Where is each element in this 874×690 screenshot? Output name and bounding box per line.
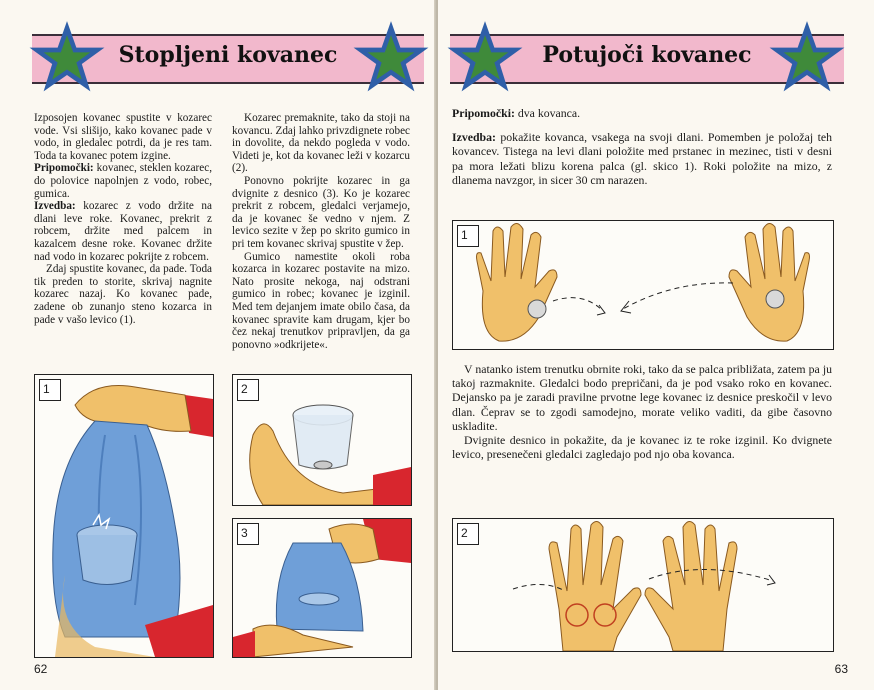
right-intro-text [452, 106, 832, 187]
materials-paragraph: Pripomočki: kovanec, steklen kozarec, do polovice napolnjen z vodo, robec, gumica. [34, 162, 212, 200]
right-method-text [452, 362, 832, 461]
panel-number-badge: 1 [457, 225, 479, 247]
star-icon [352, 18, 430, 96]
illustration-panel-1 [452, 220, 834, 350]
hand-glass-coin-illustration [233, 375, 411, 505]
page-number: 62 [34, 662, 48, 676]
illustration-panel-2 [232, 374, 412, 506]
star-icon [768, 18, 846, 96]
paragraph: Gumico namestite okoli roba kozarca in kozarec postavite na mizo. Nato prosite nekoga, naj odstrani gumico in robec; kovanec je izginil. Med tem dejanjem imate obilo časa, da kovanec spravite kam drugam, kjer bo čez nekaj trenutkov pripravljen, da ga ponovno »odkrijete«. [232, 250, 410, 351]
right-page-title: Potujoči kovanec [542, 42, 752, 68]
method-paragraph-2: Zdaj spustite kovanec, da pade. Toda tik preden to storite, skrivaj nagnite kozarec nazaj. Ko kovanec pade, zadene ob zunanjo steno kozarca in pade v vašo levico (1). [34, 263, 212, 326]
left-column-1 [34, 112, 212, 326]
paragraph: V natanko istem trenutku obrnite roki, tako da se palca približata, zatem pa ju takoj razmaknite. Gledalci bodo prepričani, da je pod vsako roko en kovanec. Dejansko pa je zaradi pravilne prvotne lege kovanec iz desnice preskočil v levo dlan. Čeprav se to zgodi samodejno, morate veliko vaditi, da gibe časovno uskladite. [452, 362, 832, 433]
page-number: 63 [834, 662, 848, 676]
star-icon [28, 18, 106, 96]
method-paragraph: Izvedba: kozarec z vodo držite na dlani leve roke. Kovanec, prekrit z robcem, držite med palcem in kazalcem desne roke. Kovanec držite nad vodo in kozarec pokrijte z robcem. [34, 200, 212, 263]
materials-paragraph: Pripomočki: dva kovanca. [452, 106, 581, 120]
paragraph: Dvignite desnico in pokažite, da je kovanec iz te roke izginil. Ko dvignete levico, presenečeni gledalci zagledajo pod njo oba kovanca. [452, 433, 832, 462]
intro-paragraph: Izposojen kovanec spustite v kozarec vode. Vsi slišijo, kako kovanec pade v vodo, in gledalec potrdi, da je res tam. Toda ta kovanec potem izgine. [34, 112, 212, 162]
illustration-panel-1 [34, 374, 214, 658]
paragraph: Kozarec premaknite, tako da stoji na kovancu. Zdaj lahko privzdignete robec in dovolite, da nekdo pogleda v vodo. Videti je, kot da kovanec leži v kozarcu (2). [232, 112, 411, 175]
illustration-panel-2 [452, 518, 834, 652]
paragraph: Ponovno pokrijte kozarec in ga dvignite z desnico (3). Ko je kozarec prekrit z robcem, gledalci verjamejo, da je kovanec še vedno v njem. Z levico sezite v žep po skrito gumico in pri tem kovanec skrivaj spustite v žep. [232, 174, 410, 250]
star-icon [446, 18, 524, 96]
panel-number-badge: 1 [39, 379, 61, 401]
left-page [0, 0, 436, 690]
panel-number-badge: 3 [237, 523, 259, 545]
hand-lifting-covered-glass-illustration [233, 519, 411, 657]
method-paragraph: Izvedba: pokažite kovanca, vsakega na svoji dlani. Pomemben je položaj teh kovancev. Tistega na levi dlani položite med prstanec in mezinec, tisti v desni pa mora ležati blizu korena palca (gl. skico 1). Roki položite na mizo, z dlanema navzgor, in sicer 30 cm narazen. [452, 130, 832, 187]
right-page [438, 0, 874, 690]
two-hands-face-down-illustration [453, 519, 833, 651]
panel-number-badge: 2 [457, 523, 479, 545]
hand-cloth-glass-illustration [35, 375, 213, 657]
two-palms-coins-illustration [453, 221, 833, 349]
left-column-2 [232, 112, 410, 351]
left-page-title: Stopljeni kovanec [118, 42, 338, 68]
panel-number-badge: 2 [237, 379, 259, 401]
illustration-panel-3 [232, 518, 412, 658]
